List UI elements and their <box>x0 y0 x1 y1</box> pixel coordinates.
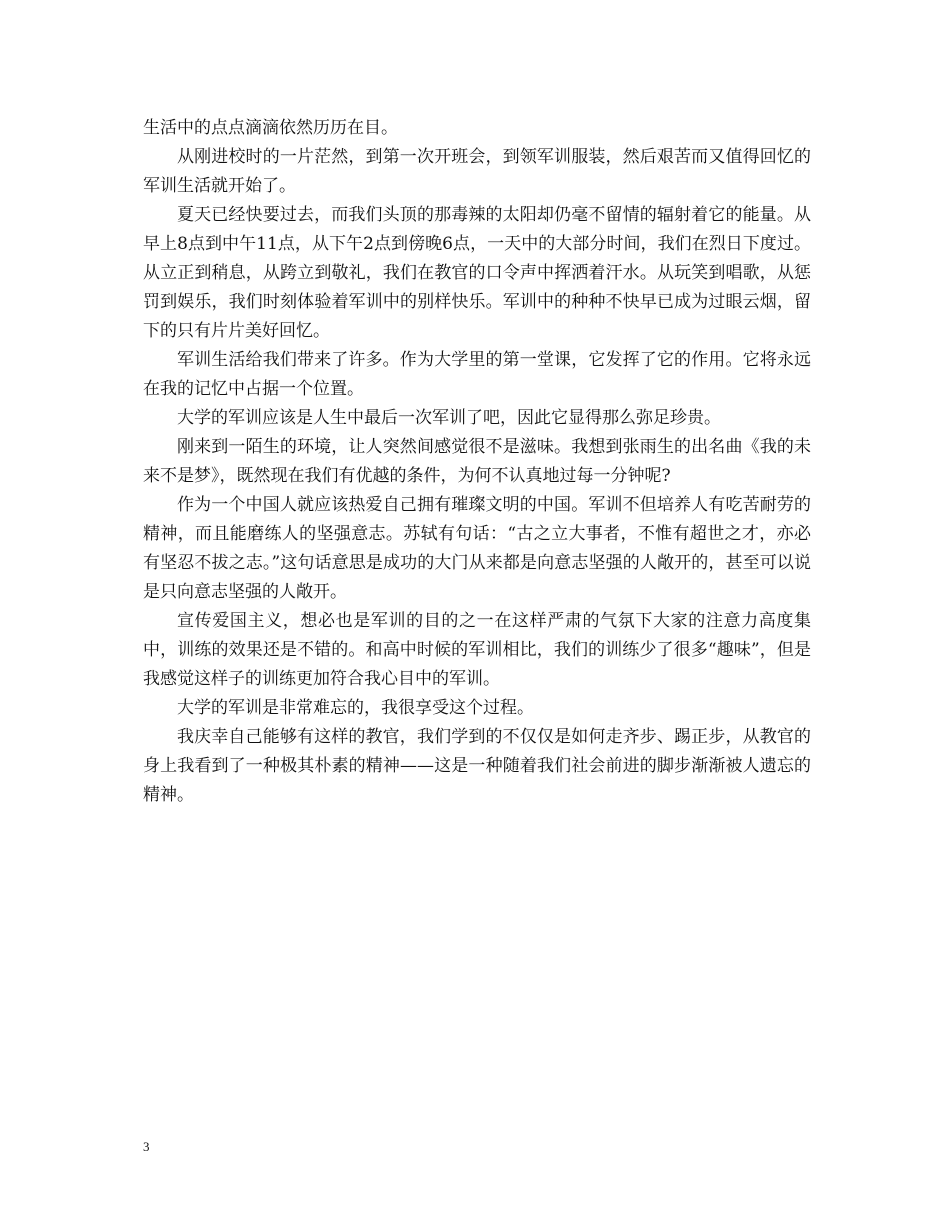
page-number: 3 <box>143 1139 150 1154</box>
paragraph: 大学的军训应该是人生中最后一次军训了吧，因此它显得那么弥足珍贵。 <box>177 408 721 428</box>
paragraph: 刚来到一陌生的环境，让人突然间感觉很不是滋味。我想到张雨生的出名曲《我的未来不是梦》，既然现在我们有优越的条件，为何不认真地过每一分钟呢? <box>143 437 811 486</box>
paragraph: 从刚进校时的一片茫然，到第一次开班会，到领军训服装，然后艰苦而又值得回忆的军训生活就开始了。 <box>143 147 811 196</box>
paragraph: 夏天已经快要过去，而我们头顶的那毒辣的太阳却仍毫不留情的辐射着它的能量。从早上8点到中午11点，从下午2点到傍晚6点，一天中的大部分时间，我们在烈日下度过。从立正到稍息，从跨立到敬礼，我们在教官的口令声中挥洒着汗水。从玩笑到唱歌，从惩罚到娱乐，我们时刻体验着军训中的别样快乐。军训中的种种不快早已成为过眼云烟，留下的只有片片美好回忆。 <box>143 205 811 341</box>
paragraph: 宣传爱国主义，想必也是军训的目的之一在这样严肃的气氛下大家的注意力高度集中，训练的效果还是不错的。和高中时候的军训相比，我们的训练少了很多“趣味”，但是我感觉这样子的训练更加符合我心目中的军训。 <box>143 611 811 689</box>
document-body <box>143 114 811 810</box>
paragraph: 我庆幸自己能够有这样的教官，我们学到的不仅仅是如何走齐步、踢正步，从教官的身上我看到了一种极其朴素的精神——这是一种随着我们社会前进的脚步渐渐被人遗忘的精神。 <box>143 727 811 805</box>
paragraph: 生活中的点点滴滴依然历历在目。 <box>143 118 398 138</box>
paragraph: 军训生活给我们带来了许多。作为大学里的第一堂课，它发挥了它的作用。它将永远在我的记忆中占据一个位置。 <box>143 350 811 399</box>
paragraph: 作为一个中国人就应该热爱自己拥有璀璨文明的中国。军训不但培养人有吃苦耐劳的精神，而且能磨练人的坚强意志。苏轼有句话：“古之立大事者，不惟有超世之才，亦必有坚忍不拔之志。”这句话意思是成功的大门从来都是向意志坚强的人敞开的，甚至可以说是只向意志坚强的人敞开。 <box>143 495 811 602</box>
paragraph: 大学的军训是非常难忘的，我很享受这个过程。 <box>177 698 534 718</box>
